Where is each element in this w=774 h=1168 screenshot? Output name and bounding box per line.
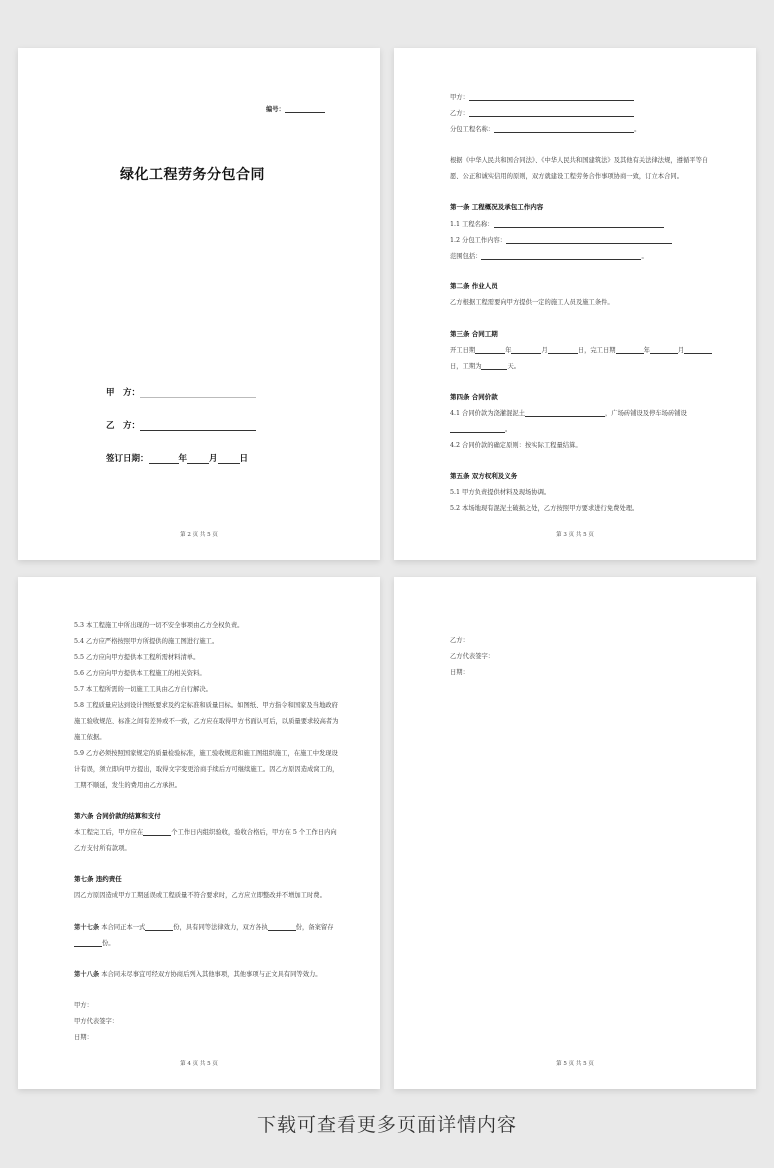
cover-year-unit: 年: [178, 454, 188, 464]
article-5-1: 5.1 甲方负责提供材料及现场协调。: [450, 489, 551, 496]
work-content-blank: [506, 236, 672, 244]
party-b-blank: [469, 109, 634, 117]
party-b-label: 乙方：: [450, 110, 469, 117]
scope-blank: [481, 252, 641, 260]
start-month-blank: [511, 346, 541, 354]
end-year-blank: [616, 346, 644, 354]
article-4-2: 4.2 合同价款的确定原则：按实际工程量结算。: [450, 442, 582, 449]
contract-page-3: [394, 48, 756, 560]
article-4-1: [450, 408, 687, 417]
clause-5-9-line-3: 工期不顺延，发生的费用由乙方承担。: [74, 782, 182, 789]
article-17-line-1: [74, 922, 334, 931]
acceptance-days-blank: [143, 828, 171, 836]
signature-party-b-rep: 乙方代表签字：: [450, 653, 495, 660]
page-footer: 第 2 页 共 5 页: [180, 532, 218, 538]
brick-price-blank: [450, 425, 505, 433]
article-6-heading: 第六条 合同价款的结算和支付: [74, 812, 161, 820]
article-18-heading: 第十八条: [74, 971, 100, 978]
party-a-line: [450, 92, 634, 101]
download-more-caption: 下载可查看更多页面详情内容: [256, 1114, 517, 1136]
start-month-unit: 月: [541, 347, 548, 354]
clause-5-4: 5.4 乙方应严格按照甲方所提供的施工图进行施工。: [74, 638, 219, 645]
clause-5-9-line-1: 5.9 乙方必须按照国家规定的质量检验标准，施工验收规范和施工图组织施工，在施工中发现设: [74, 750, 338, 757]
party-b-line: [450, 108, 634, 117]
end-month-unit: 月: [677, 347, 685, 354]
cover-month-blank: [187, 454, 209, 464]
serial-number-blank: [285, 105, 325, 113]
copies-blank: [145, 923, 173, 931]
article-6-line-1: [74, 827, 337, 836]
cover-year-blank: [149, 454, 179, 464]
clause-5-9-line-2: 计有误，须立即向甲方提出，取得文字变更洽商手续后方可继续施工。因乙方原因造成窝工的，: [74, 766, 339, 773]
clause-5-6: 5.6 乙方应向甲方提供本工程施工的相关资料。: [74, 670, 206, 677]
page-footer: 第 5 页 共 5 页: [556, 1061, 594, 1067]
article-3-line-2: [450, 361, 520, 370]
article-18-text: 本合同未尽事宜可经双方协商后列入其他事项，其他事项与正文具有同等效力。: [101, 971, 322, 978]
article-17-text-d: 份。: [102, 940, 115, 947]
clause-5-7: 5.7 本工程所需的一切施工工具由乙方自行解决。: [74, 686, 212, 693]
sub-project-label: 分包工程名称：: [450, 126, 495, 133]
article-4-heading: 第四条 合同价款: [450, 393, 498, 401]
cover-party-a-blank: [140, 388, 256, 398]
article-18: [74, 969, 322, 978]
article-5-heading: 第五条 双方权利及义务: [450, 472, 518, 480]
serial-number-field: [266, 104, 325, 113]
article-2-heading: 第二条 作业人员: [450, 282, 498, 290]
signature-party-b: 乙方：: [450, 637, 469, 644]
start-day-blank: [548, 346, 578, 354]
start-date-label: 开工日期: [450, 347, 476, 354]
contract-page-5: [394, 577, 756, 1089]
clause-5-8-line-3: 施工依据。: [74, 734, 106, 741]
duration-blank: [481, 362, 507, 370]
project-name-blank: [494, 220, 664, 228]
cover-party-b-label: 乙 方：: [106, 421, 141, 431]
start-year-blank: [475, 346, 505, 354]
end-date-label: 日，完工日期: [577, 347, 616, 354]
article-1-3: 范围包括： 。: [450, 253, 648, 260]
article-1-1-label: 1.1 工程名称：: [450, 221, 494, 228]
article-1-heading: 第一条 工程概况及承包工作内容: [450, 203, 544, 211]
clause-5-3: 5.3 本工程施工中所出现的一切不安全事项由乙方全权负责。: [74, 622, 244, 629]
article-7-text: 因乙方原因造成甲方工期延误或工程质量不符合要求时，乙方应立即整改并不增加工时费。: [74, 892, 326, 899]
cover-sign-date-label: 签订日期：: [106, 454, 149, 464]
article-17-text-a: 本合同正本一式: [101, 924, 146, 931]
article-17-text-c: 份，备案留存: [295, 924, 334, 931]
page-footer: 第 4 页 共 5 页: [180, 1061, 218, 1067]
cover-sign-date-field: [106, 452, 248, 464]
contract-cover-page: [18, 48, 380, 560]
filing-copies-blank: [74, 939, 102, 947]
article-3-line-1: [450, 345, 712, 354]
intro-line-1: 根据《中华人民共和国合同法》、《中华人民共和国建筑法》及其他有关法律法规，遵循平等自: [450, 157, 709, 164]
party-a-label: 甲方：: [450, 94, 469, 101]
article-7-heading: 第七条 违约责任: [74, 875, 122, 883]
sub-project-line: 分包工程名称： 。: [450, 126, 641, 133]
article-17-text-b: 份，具有同等法律效力，双方各执: [173, 924, 268, 931]
start-year-unit: 年: [505, 347, 512, 354]
cover-day-blank: [218, 454, 240, 464]
clause-5-8-line-1: 5.8 工程质量应达到设计图纸要求及约定标准和质量目标。如图纸、甲方指令和国家及当地政府: [74, 702, 338, 709]
article-17-heading: 第十七条: [74, 924, 100, 931]
each-copies-blank: [268, 923, 296, 931]
end-year-unit: 年: [643, 347, 650, 354]
end-day-blank: [684, 346, 712, 354]
cover-party-b-blank: [140, 421, 256, 431]
article-17-line-2: [74, 938, 115, 947]
signature-date: 日期：: [450, 669, 469, 676]
concrete-price-blank: [525, 409, 605, 417]
duration-unit: 天。: [507, 363, 521, 370]
serial-number-label: 编号：: [266, 106, 285, 113]
cover-party-a-label: 甲 方：: [106, 388, 141, 398]
contract-title: 绿化工程劳务分包合同: [120, 167, 265, 183]
article-1-1: [450, 219, 664, 228]
article-6-line-2: 乙方支付所有款项。: [74, 845, 131, 852]
signature-party-a: 甲方：: [74, 1002, 93, 1009]
article-1-2-label: 1.2 分包工作内容：: [450, 237, 507, 244]
sub-project-blank: [494, 125, 634, 133]
article-5-2: 5.2 本场地现有混泥土破损之处，乙方按照甲方要求进行免费处理。: [450, 505, 639, 512]
cover-party-b-field: [106, 419, 256, 431]
signature-date: 日期：: [74, 1034, 93, 1041]
article-2-text: 乙方根据工程需要向甲方提供一定的施工人员及施工条件。: [450, 299, 614, 306]
article-4-1-cont: 。: [450, 424, 511, 433]
end-month-blank: [650, 346, 678, 354]
cover-day-unit: 日: [239, 454, 249, 464]
contract-page-4: [18, 577, 380, 1089]
article-4-1-brick-label: ，广场砖铺设及停车场砖铺设: [605, 410, 687, 417]
article-6-text-b: 个工作日内组织验收，验收合格后，甲方在 5 个工作日内向: [171, 829, 337, 836]
clause-5-8-line-2: 施工验收规范、标准之间有差异或不一致，乙方应在取得甲方书面认可后，以质量要求较高者为: [74, 718, 339, 725]
cover-party-a-field: [106, 386, 256, 398]
article-6-text-a: 本工程完工后，甲方应在: [74, 829, 144, 836]
article-4-1-label: 4.1 合同价款为浇灌混泥土: [450, 410, 525, 417]
article-1-2: [450, 235, 672, 244]
article-3-heading: 第三条 合同工期: [450, 330, 498, 338]
cover-month-unit: 月: [209, 454, 218, 464]
intro-line-2: 愿、公正和诚实信用的原则，双方就建设工程劳务合作事项协商一致，订立本合同。: [450, 173, 683, 180]
page-footer: 第 3 页 共 5 页: [556, 532, 594, 538]
clause-5-5: 5.5 乙方应向甲方提供本工程所需材料清单。: [74, 654, 200, 661]
duration-label: 日，工期为: [450, 363, 482, 370]
signature-party-a-rep: 甲方代表签字：: [74, 1018, 119, 1025]
party-a-blank: [469, 93, 634, 101]
article-1-3-label: 范围包括：: [450, 253, 482, 260]
